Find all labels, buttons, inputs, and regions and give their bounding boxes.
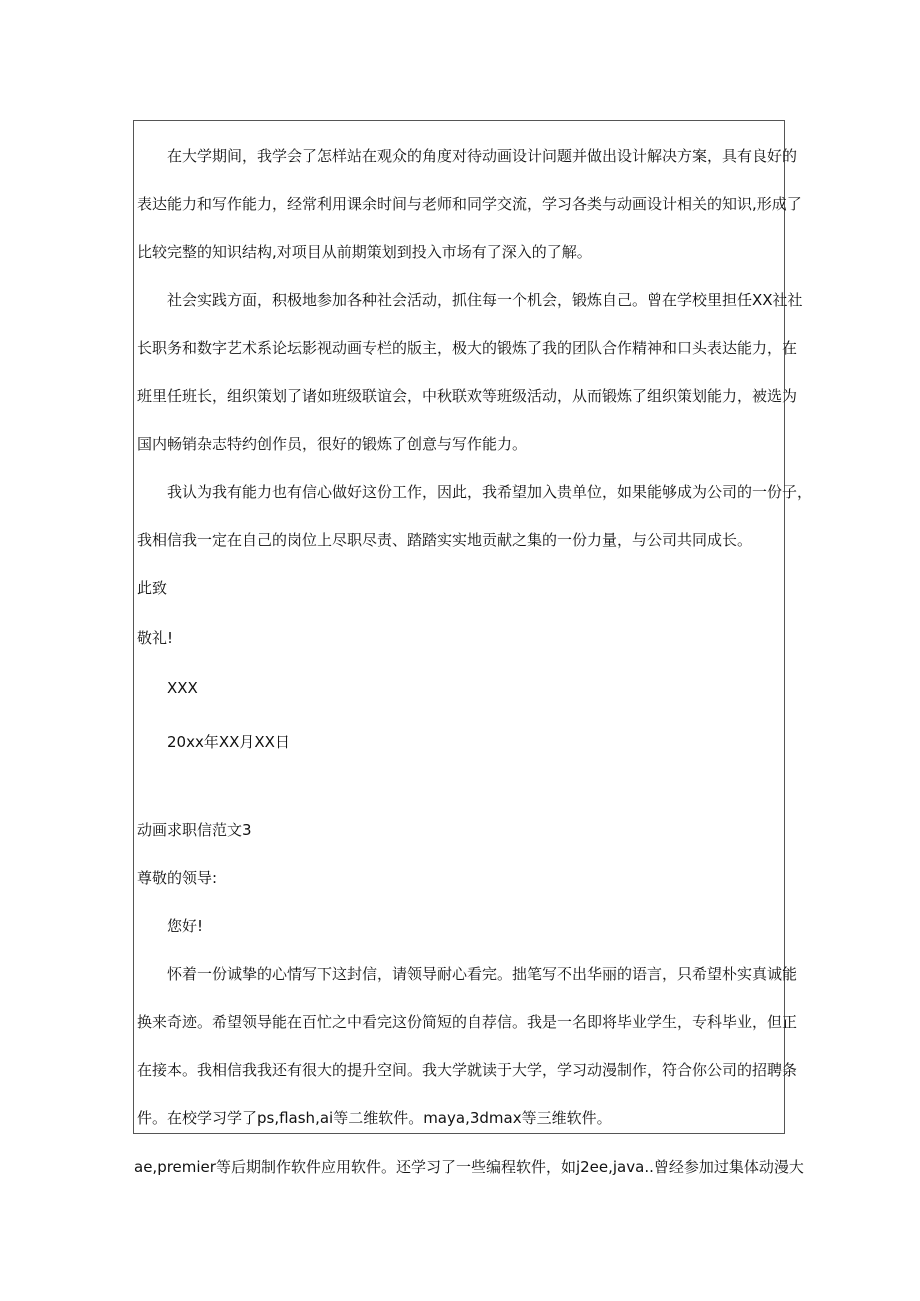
closing-jingli: 敬礼! [137,629,174,647]
letter-3-paragraph-1-line-2: 换来奇迹。希望领导能在百忙之中看完这份简短的自荐信。我是一名即将毕业学生，专科毕业，但正 [137,1013,798,1031]
paragraph-2-line-1: 社会实践方面，积极地参加各种社会活动，抓住每一个机会，锻炼自己。曾在学校里担任XX社社 [167,291,803,309]
paragraph-1-line-2: 表达能力和写作能力，经常利用课余时间与老师和同学交流，学习各类与动画设计相关的知识,形成了 [137,195,802,213]
letter-3-salutation: 尊敬的领导: [137,869,218,887]
paragraph-3-line-1: 我认为我有能力也有信心做好这份工作，因此，我希望加入贵单位，如果能够成为公司的一份子， [167,483,813,501]
letter-3-paragraph-1-line-3: 在接本。我相信我我还有很大的提升空间。我大学就读于大学，学习动漫制作，符合你公司的招聘条 [137,1061,798,1079]
paragraph-2-line-2: 长职务和数字艺术系论坛影视动画专栏的版主，极大的锻炼了我的团队合作精神和口头表达能力，在 [137,339,798,357]
paragraph-2-line-4: 国内畅销杂志特约创作员，很好的锻炼了创意与写作能力。 [137,435,528,453]
letter-3-paragraph-1-line-1: 怀着一份诚挚的心情写下这封信，请领导耐心看完。拙笔写不出华丽的语言，只希望朴实真诚能 [167,965,798,983]
signature: XXX [167,679,198,697]
letter-3-paragraph-1-line-4: 件。在校学习学了ps,flash,ai等二维软件。maya,3dmax等三维软件。 [137,1109,612,1127]
paragraph-3-line-2: 我相信我一定在自己的岗位上尽职尽责、踏踏实实地贡献之集的一份力量，与公司共同成长。 [137,531,753,549]
paragraph-1-line-1: 在大学期间，我学会了怎样站在观众的角度对待动画设计问题并做出设计解决方案，具有良好的 [167,147,798,165]
paragraph-2-line-3: 班里任班长，组织策划了诸如班级联谊会，中秋联欢等班级活动，从而锻炼了组织策划能力，被选为 [137,387,798,405]
letter-3-title: 动画求职信范文3 [137,821,252,839]
date: 20xx年XX月XX日 [167,733,290,751]
letter-3-greeting: 您好! [167,917,204,935]
closing-cizhi: 此致 [137,579,168,597]
overflow-line: ae,premier等后期制作软件应用软件。还学习了一些编程软件，如j2ee,java..曾经参加过集体动漫大 [134,1158,804,1176]
paragraph-1-line-3: 比较完整的知识结构,对项目从前期策划到投入市场有了深入的了解。 [137,243,592,261]
